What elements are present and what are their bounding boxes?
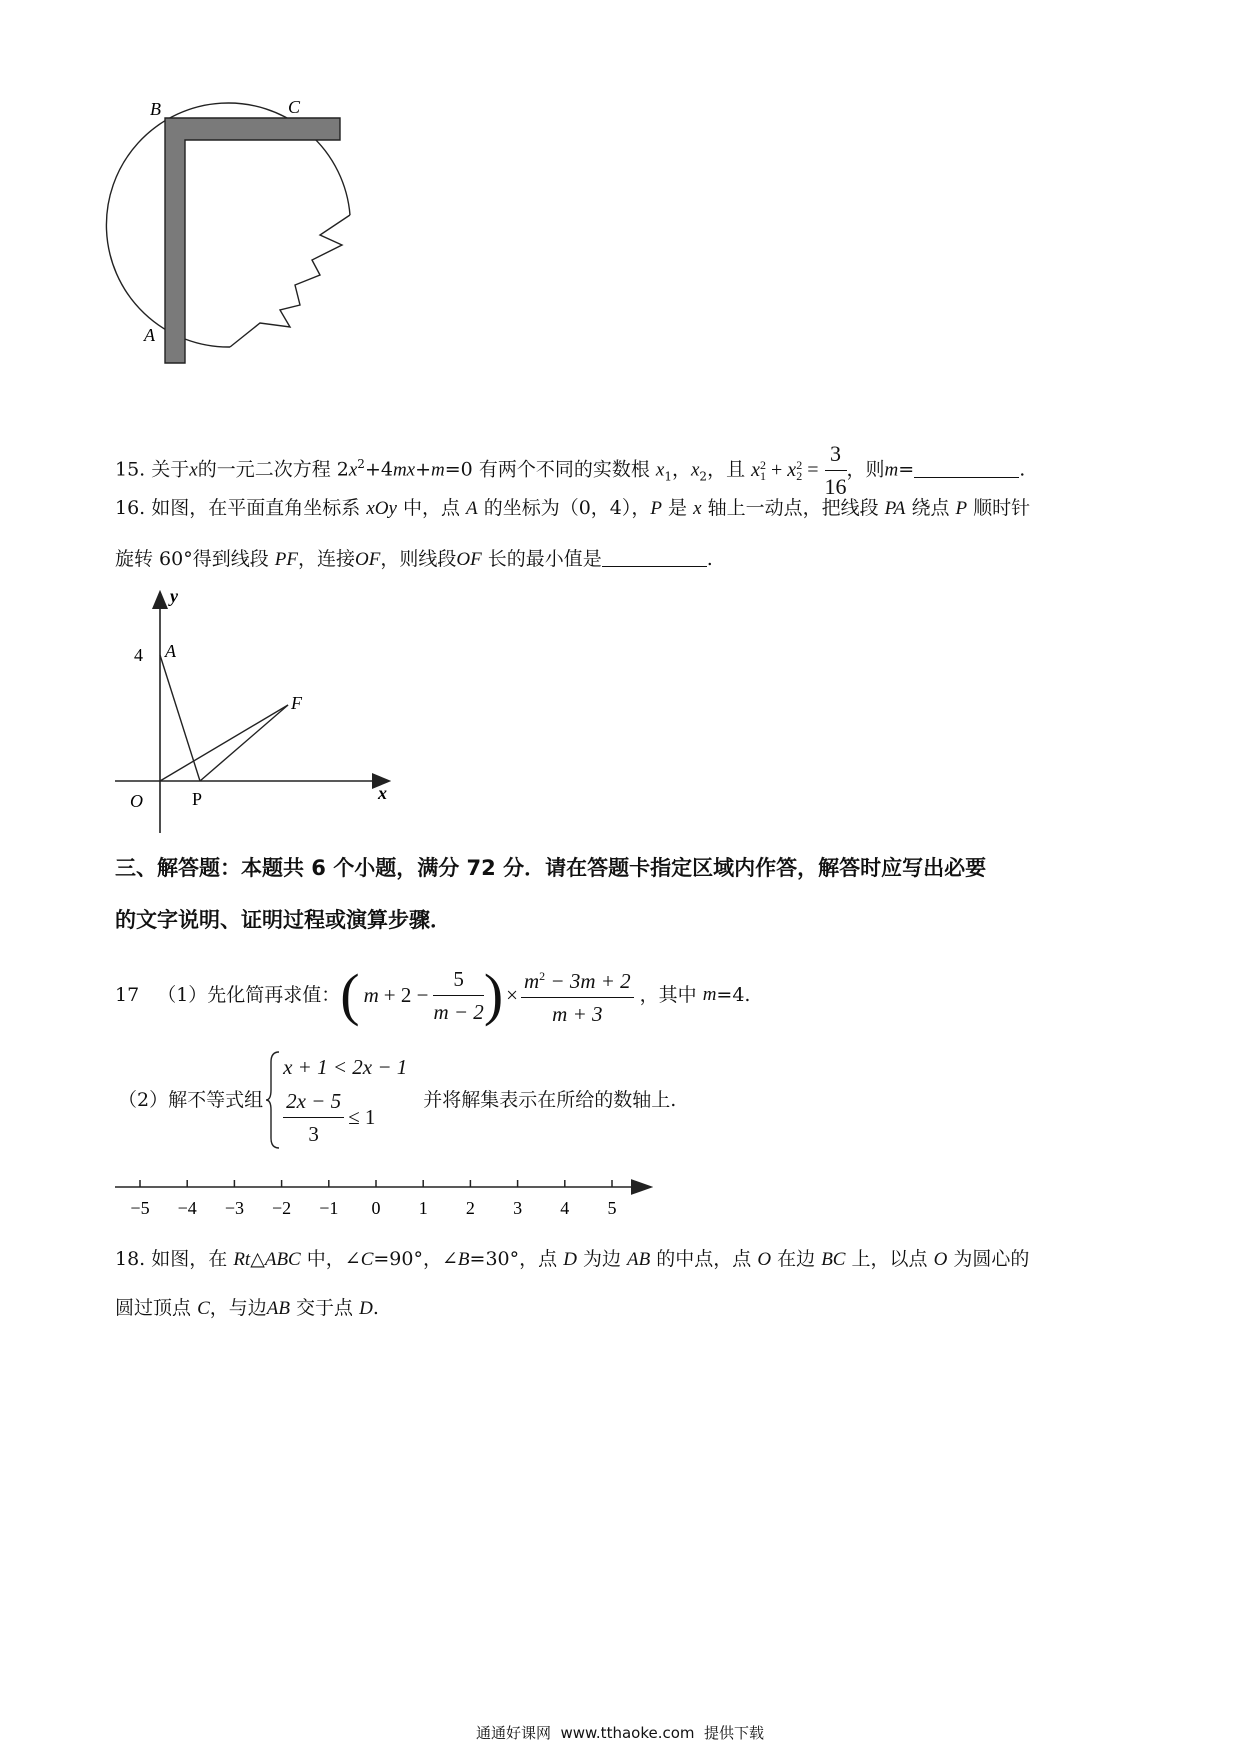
l-shaped-ruler [165, 118, 340, 363]
label-y: y [170, 586, 178, 606]
number-line-label: −5 [130, 1198, 150, 1218]
question-16: 16. 如图，在平面直角坐标系 xOy 中，点 A 的坐标为（0，4），P 是 x 轴上一动点，把线段 PA 绕点 P 顺时针 [115, 497, 1031, 519]
q15-fraction: $\frac{3}{16}$ [824, 441, 847, 499]
number-line-label: −4 [177, 1198, 197, 1218]
number-line [110, 1176, 660, 1226]
q15-number: 15. [115, 458, 146, 481]
inequality-system: x + 1 < 2x − 1 $\frac{2x - 5}{3}$ ≤ 1 [265, 1050, 407, 1150]
number-line-label: −3 [224, 1198, 244, 1218]
q18-number: 18. [115, 1248, 146, 1270]
question-17-part2: （2）解不等式组 x + 1 < 2x − 1 $\frac{2x - 5}{3}$ ≤ 1 并将解集表示在所给的数轴上. [118, 1050, 676, 1150]
question-15: 15. 关于x的一元二次方程 $2x^2+4mx+m=0$ 有两个不同的实数根 $x_1$，$x_2$，且 x 2 1 + x 2 2 = $\frac{3}{16}$ ，则m= . [115, 441, 1026, 499]
label-x: x [378, 783, 387, 803]
broken-edge [230, 215, 350, 347]
number-line-label: 5 [607, 1198, 617, 1218]
number-line-label: 4 [560, 1198, 570, 1218]
label-4: 4 [134, 645, 143, 665]
number-line-label: 3 [513, 1198, 523, 1218]
label-b: B [150, 99, 161, 119]
figure-coordinate-plane [110, 585, 410, 835]
number-line-ticks [130, 1180, 616, 1218]
q17-expression: ( m + 2 − $\frac{5}{m - 2}$ ) × $\frac{m^2 - 3m + 2}{m + 3}$ [340, 962, 633, 1028]
figure-circle-ruler [100, 95, 420, 415]
question-16-line2: 旋转 60°得到线段 PF，连接OF，则线段OF 长的最小值是 . [115, 548, 713, 570]
q15-sum-of-squares: x 2 1 + x 2 2 = [751, 457, 819, 483]
answer-blank-15[interactable] [914, 457, 1019, 478]
segment-pa [160, 655, 200, 781]
label-c: C [288, 97, 301, 117]
q17-number: 17 [115, 984, 140, 1006]
label-o: O [130, 791, 143, 811]
page-footer: 通通好课网 www.tthaoke.com 提供下载 [475, 1724, 765, 1742]
number-line-label: −2 [272, 1198, 292, 1218]
question-18: 18. 如图，在 Rt△ABC 中，∠C=90°，∠B=30°，点 D 为边 AB 的中点，点 O 在边 BC 上，以点 O 为圆心的 [115, 1248, 1030, 1270]
number-line-label: 0 [371, 1198, 381, 1218]
curly-brace [265, 1050, 281, 1150]
question-18-line2: 圆过顶点 C，与边AB 交于点 D. [115, 1297, 379, 1319]
question-17-part1: 17 （1）先化简再求值： ( m + 2 − $\frac{5}{m - 2}$ ) × $\frac{m^2 - 3m + 2}{m + 3}$ ，其中 m =4. [115, 962, 751, 1027]
label-a: A [144, 325, 155, 345]
label-f: F [291, 693, 302, 713]
answer-blank-16[interactable] [602, 546, 707, 567]
number-line-label: −1 [319, 1198, 339, 1218]
label-p: P [192, 789, 203, 809]
q16-number: 16. [115, 497, 146, 519]
label-a: A [165, 641, 176, 661]
number-line-label: 1 [418, 1198, 428, 1218]
segment-pf [200, 705, 288, 781]
section-3-heading: 三、解答题：本题共 6 个小题，满分 72 分．请在答题卡指定区域内作答，解答时应写出必要 的文字说明、证明过程或演算步骤． [115, 856, 987, 932]
number-line-label: 2 [465, 1198, 475, 1218]
